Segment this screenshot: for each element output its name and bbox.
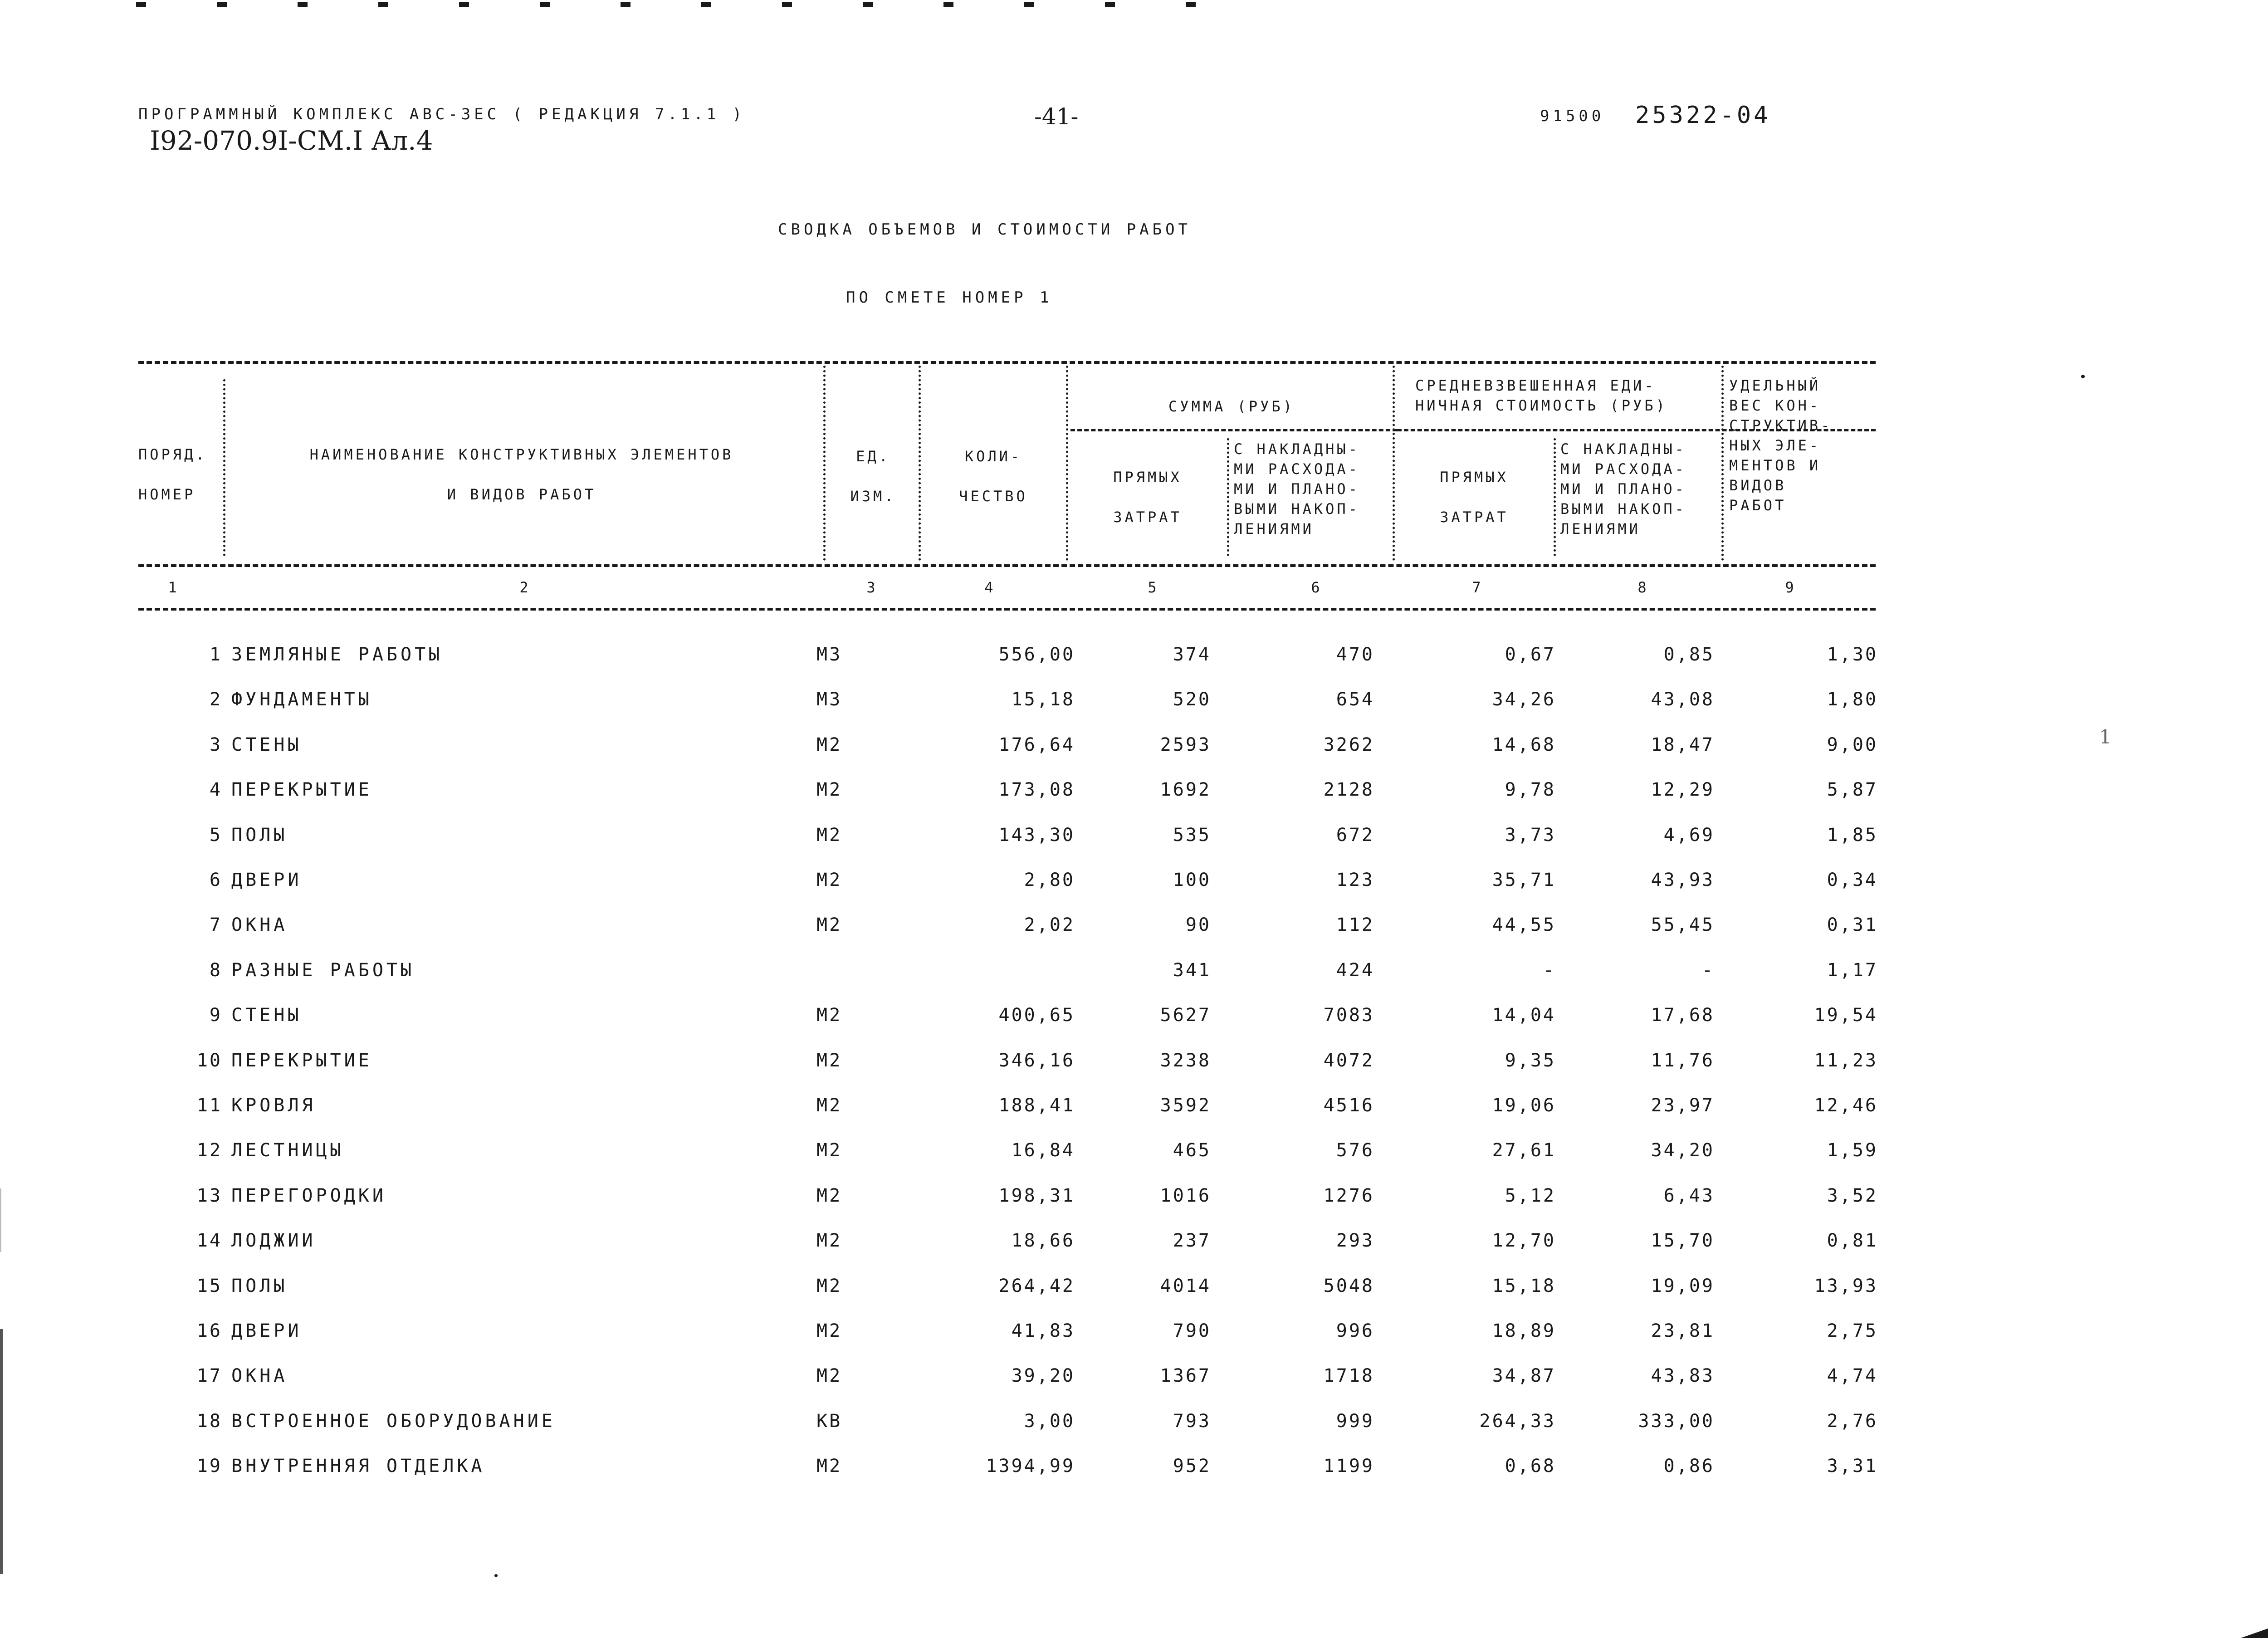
edge-dash bbox=[1186, 2, 1196, 7]
row-name: ПЕРЕГОРОДКИ bbox=[231, 1185, 386, 1206]
table-row bbox=[0, 689, 2268, 716]
row-unit: М2 bbox=[816, 1050, 842, 1071]
table-row bbox=[0, 1050, 2268, 1077]
row-unit-direct-cost: 19,06 bbox=[1492, 1095, 1556, 1116]
row-direct-cost: 4014 bbox=[1160, 1276, 1211, 1296]
row-unit: М2 bbox=[816, 1456, 842, 1477]
row-unit-direct-cost: 35,71 bbox=[1492, 870, 1556, 890]
row-number: 1 bbox=[209, 644, 222, 665]
col8-header-line2: МИ РАСХОДА- bbox=[1560, 460, 1686, 478]
row-name: СТЕНЫ bbox=[231, 734, 302, 755]
row-direct-cost: 100 bbox=[1173, 870, 1211, 890]
row-unit-direct-cost: 9,35 bbox=[1505, 1050, 1556, 1071]
col7-header-line2: ЗАТРАТ bbox=[1440, 509, 1509, 526]
edge-dash bbox=[1105, 2, 1115, 7]
row-share: 0,31 bbox=[1827, 914, 1878, 935]
row-unit: М2 bbox=[816, 825, 842, 846]
row-unit: М2 bbox=[816, 1230, 842, 1251]
row-total-cost: 4072 bbox=[1323, 1050, 1374, 1071]
row-unit: М2 bbox=[816, 1140, 842, 1161]
row-name: ЛЕСТНИЦЫ bbox=[231, 1140, 344, 1161]
column-number: 1 bbox=[168, 579, 177, 596]
col4-header-line2: ЧЕСТВО bbox=[959, 488, 1028, 505]
header-bottom-rule bbox=[138, 564, 1876, 567]
edge-dash bbox=[701, 2, 711, 7]
row-direct-cost: 793 bbox=[1173, 1411, 1211, 1432]
row-name: РАЗНЫЕ РАБОТЫ bbox=[231, 960, 415, 981]
row-share: 5,87 bbox=[1827, 779, 1878, 800]
edge-dash bbox=[540, 2, 550, 7]
row-quantity: 15,18 bbox=[1011, 689, 1075, 710]
row-total-cost: 672 bbox=[1336, 825, 1374, 846]
col9-header bbox=[1729, 376, 1832, 515]
row-share: 2,76 bbox=[1827, 1411, 1878, 1432]
scan-edge-mark bbox=[0, 1329, 3, 1574]
row-unit-direct-cost: 27,61 bbox=[1492, 1140, 1556, 1161]
table-row bbox=[0, 1230, 2268, 1257]
row-number: 16 bbox=[196, 1320, 222, 1341]
row-direct-cost: 1692 bbox=[1160, 779, 1211, 800]
row-unit-direct-cost: 12,70 bbox=[1492, 1230, 1556, 1251]
row-quantity: 2,02 bbox=[1024, 914, 1075, 935]
row-unit: М3 bbox=[816, 644, 842, 665]
row-share: 3,52 bbox=[1827, 1185, 1878, 1206]
edge-dash bbox=[1024, 2, 1034, 7]
edge-dash bbox=[459, 2, 469, 7]
row-unit-total-cost: 23,81 bbox=[1651, 1320, 1715, 1341]
scan-speck bbox=[2081, 375, 2085, 378]
row-share: 1,80 bbox=[1827, 689, 1878, 710]
row-share: 12,46 bbox=[1814, 1095, 1878, 1116]
row-share: 11,23 bbox=[1814, 1050, 1878, 1071]
column-number: 9 bbox=[1785, 579, 1794, 596]
program-header: ПРОГРАММНЫЙ КОМПЛЕКС АВС-ЗЕС ( РЕДАКЦИЯ 7.1.1 ) bbox=[138, 105, 746, 123]
handwritten-reference: I92-070.9I-СМ.I Ал.4 bbox=[150, 125, 433, 156]
scan-edge-mark bbox=[0, 1188, 1, 1252]
column-number: 4 bbox=[984, 579, 993, 596]
col6-header-line5: ЛЕНИЯМИ bbox=[1234, 520, 1314, 538]
document-title: СВОДКА ОБЪЕМОВ И СТОИМОСТИ РАБОТ bbox=[778, 220, 1192, 239]
row-quantity: 198,31 bbox=[998, 1185, 1075, 1206]
col-sep-2 bbox=[823, 366, 826, 561]
row-unit: КВ bbox=[816, 1411, 842, 1432]
row-number: 2 bbox=[209, 689, 222, 710]
row-total-cost: 654 bbox=[1336, 689, 1374, 710]
row-name: КРОВЛЯ bbox=[231, 1095, 316, 1116]
row-quantity: 18,66 bbox=[1011, 1230, 1075, 1251]
row-name: ПЕРЕКРЫТИЕ bbox=[231, 779, 372, 800]
row-unit: М2 bbox=[816, 1276, 842, 1296]
row-number: 12 bbox=[196, 1140, 222, 1161]
row-quantity: 176,64 bbox=[998, 734, 1075, 755]
edge-dash bbox=[378, 2, 388, 7]
row-unit: М2 bbox=[816, 1320, 842, 1341]
row-unit-direct-cost: - bbox=[1543, 960, 1556, 981]
row-direct-cost: 237 bbox=[1173, 1230, 1211, 1251]
row-name: СТЕНЫ bbox=[231, 1005, 302, 1026]
edge-dash bbox=[782, 2, 792, 7]
col1-header-line1: ПОРЯД. bbox=[138, 446, 207, 463]
row-unit: М2 bbox=[816, 734, 842, 755]
page-number: -41- bbox=[1034, 103, 1079, 130]
row-number: 18 bbox=[196, 1411, 222, 1432]
edge-dash bbox=[298, 2, 308, 7]
col4-header-line1: КОЛИ- bbox=[964, 448, 1022, 465]
row-unit: М2 bbox=[816, 1185, 842, 1206]
row-unit-total-cost: 6,43 bbox=[1663, 1185, 1715, 1206]
row-total-cost: 4516 bbox=[1323, 1095, 1374, 1116]
avg-group-header-line1: СРЕДНЕВЗВЕШЕННАЯ ЕДИ- bbox=[1415, 377, 1656, 394]
row-share: 1,17 bbox=[1827, 960, 1878, 981]
col2-header-line1: НАИМЕНОВАНИЕ КОНСТРУКТИВНЫХ ЭЛЕМЕНТОВ bbox=[309, 446, 734, 463]
table-row bbox=[0, 779, 2268, 807]
row-unit-total-cost: 43,93 bbox=[1651, 870, 1715, 890]
table-row bbox=[0, 914, 2268, 942]
table-row bbox=[0, 644, 2268, 671]
column-number: 6 bbox=[1311, 579, 1320, 596]
row-unit-total-cost: 19,09 bbox=[1651, 1276, 1715, 1296]
table-row bbox=[0, 1095, 2268, 1122]
col7-header bbox=[1402, 467, 1547, 527]
row-share: 2,75 bbox=[1827, 1320, 1878, 1341]
col8-header-line5: ЛЕНИЯМИ bbox=[1560, 520, 1641, 538]
row-name: ЛОДЖИИ bbox=[231, 1230, 316, 1251]
col5-header-line1: ПРЯМЫХ bbox=[1113, 469, 1182, 486]
row-direct-cost: 2593 bbox=[1160, 734, 1211, 755]
column-number: 3 bbox=[866, 579, 875, 596]
row-unit-total-cost: 18,47 bbox=[1651, 734, 1715, 755]
row-direct-cost: 465 bbox=[1173, 1140, 1211, 1161]
row-direct-cost: 1367 bbox=[1160, 1365, 1211, 1386]
row-unit: М2 bbox=[816, 870, 842, 890]
avg-group-header bbox=[1415, 376, 1667, 416]
row-number: 19 bbox=[196, 1456, 222, 1477]
row-name: ДВЕРИ bbox=[231, 1320, 302, 1341]
col3-header-line2: ИЗМ. bbox=[850, 488, 896, 505]
row-share: 19,54 bbox=[1814, 1005, 1878, 1026]
row-share: 13,93 bbox=[1814, 1276, 1878, 1296]
col3-header bbox=[832, 446, 914, 506]
table-row bbox=[0, 1320, 2268, 1348]
scan-corner-shadow bbox=[2241, 1515, 2268, 1638]
row-unit-direct-cost: 18,89 bbox=[1492, 1320, 1556, 1341]
col8-header-line4: ВЫМИ НАКОП- bbox=[1560, 500, 1686, 518]
row-total-cost: 7083 bbox=[1323, 1005, 1374, 1026]
table-row bbox=[0, 734, 2268, 762]
row-unit-total-cost: 4,69 bbox=[1663, 825, 1715, 846]
col6-header-line4: ВЫМИ НАКОП- bbox=[1234, 500, 1360, 518]
col8-header-line3: МИ И ПЛАНО- bbox=[1560, 480, 1686, 498]
row-unit-direct-cost: 3,73 bbox=[1505, 825, 1556, 846]
edge-dash bbox=[863, 2, 873, 7]
row-total-cost: 1718 bbox=[1323, 1365, 1374, 1386]
row-quantity: 1394,99 bbox=[986, 1456, 1075, 1477]
row-quantity: 188,41 bbox=[998, 1095, 1075, 1116]
row-number: 13 bbox=[196, 1185, 222, 1206]
table-row bbox=[0, 1140, 2268, 1167]
col1-header-line2: НОМЕР bbox=[138, 486, 196, 503]
sum-group-header: СУММА (РУБ) bbox=[1168, 398, 1295, 415]
col-sep-1 bbox=[223, 379, 225, 556]
table-row bbox=[0, 1185, 2268, 1213]
row-unit: М2 bbox=[816, 1095, 842, 1116]
row-direct-cost: 374 bbox=[1173, 644, 1211, 665]
row-number: 8 bbox=[209, 960, 222, 981]
row-number: 3 bbox=[209, 734, 222, 755]
row-quantity: 400,65 bbox=[998, 1005, 1075, 1026]
column-number: 2 bbox=[519, 579, 528, 596]
row-direct-cost: 341 bbox=[1173, 960, 1211, 981]
table-row bbox=[0, 1276, 2268, 1303]
row-unit: М2 bbox=[816, 1005, 842, 1026]
margin-note: 1 bbox=[2099, 726, 2112, 748]
row-share: 1,59 bbox=[1827, 1140, 1878, 1161]
col9-header-line4: НЫХ ЭЛЕ- bbox=[1729, 437, 1821, 454]
col-sep-7 bbox=[1554, 438, 1556, 556]
col7-header-line1: ПРЯМЫХ bbox=[1440, 469, 1509, 486]
row-direct-cost: 5627 bbox=[1160, 1005, 1211, 1026]
row-quantity: 39,20 bbox=[1011, 1365, 1075, 1386]
row-quantity: 556,00 bbox=[998, 644, 1075, 665]
row-unit-total-cost: 333,00 bbox=[1638, 1411, 1715, 1432]
col6-header-line3: МИ И ПЛАНО- bbox=[1234, 480, 1360, 498]
row-unit-direct-cost: 0,68 bbox=[1505, 1456, 1556, 1477]
row-share: 1,30 bbox=[1827, 644, 1878, 665]
row-name: ОКНА bbox=[231, 1365, 288, 1386]
row-total-cost: 3262 bbox=[1323, 734, 1374, 755]
row-number: 7 bbox=[209, 914, 222, 935]
row-unit-direct-cost: 9,78 bbox=[1505, 779, 1556, 800]
sum-group-rule bbox=[1070, 429, 1397, 431]
col9-header-line1: УДЕЛЬНЫЙ bbox=[1729, 377, 1821, 394]
row-unit-direct-cost: 44,55 bbox=[1492, 914, 1556, 935]
row-unit-total-cost: 0,86 bbox=[1663, 1456, 1715, 1477]
column-number: 8 bbox=[1637, 579, 1647, 596]
row-share: 1,85 bbox=[1827, 825, 1878, 846]
row-unit-direct-cost: 14,04 bbox=[1492, 1005, 1556, 1026]
row-direct-cost: 520 bbox=[1173, 689, 1211, 710]
row-total-cost: 1276 bbox=[1323, 1185, 1374, 1206]
row-number: 11 bbox=[196, 1095, 222, 1116]
row-total-cost: 470 bbox=[1336, 644, 1374, 665]
document-code-left: 91500 bbox=[1540, 107, 1605, 125]
row-quantity: 346,16 bbox=[998, 1050, 1075, 1071]
row-unit-total-cost: 34,20 bbox=[1651, 1140, 1715, 1161]
row-unit-total-cost: 12,29 bbox=[1651, 779, 1715, 800]
row-direct-cost: 1016 bbox=[1160, 1185, 1211, 1206]
row-share: 3,31 bbox=[1827, 1456, 1878, 1477]
document-code-right: 25322-04 bbox=[1635, 102, 1771, 129]
row-total-cost: 123 bbox=[1336, 870, 1374, 890]
row-name: ЗЕМЛЯНЫЕ РАБОТЫ bbox=[231, 644, 443, 665]
row-total-cost: 999 bbox=[1336, 1411, 1374, 1432]
table-top-rule bbox=[138, 361, 1876, 364]
row-number: 5 bbox=[209, 825, 222, 846]
row-unit: М2 bbox=[816, 1365, 842, 1386]
col-sep-8 bbox=[1721, 366, 1724, 561]
row-total-cost: 996 bbox=[1336, 1320, 1374, 1341]
col-sep-4 bbox=[1066, 366, 1068, 561]
document-subtitle: ПО СМЕТЕ НОМЕР 1 bbox=[846, 288, 1053, 307]
row-name: ПОЛЫ bbox=[231, 1276, 288, 1296]
row-unit-direct-cost: 5,12 bbox=[1505, 1185, 1556, 1206]
row-quantity: 41,83 bbox=[1011, 1320, 1075, 1341]
row-share: 0,34 bbox=[1827, 870, 1878, 890]
row-quantity: 3,00 bbox=[1024, 1411, 1075, 1432]
row-share: 9,00 bbox=[1827, 734, 1878, 755]
row-total-cost: 293 bbox=[1336, 1230, 1374, 1251]
row-unit-direct-cost: 34,26 bbox=[1492, 689, 1556, 710]
row-unit-total-cost: 55,45 bbox=[1651, 914, 1715, 935]
avg-group-header-line2: НИЧНАЯ СТОИМОСТЬ (РУБ) bbox=[1415, 397, 1667, 414]
table-row bbox=[0, 870, 2268, 897]
top-edge-marks bbox=[136, 0, 1188, 10]
row-number: 17 bbox=[196, 1365, 222, 1386]
col8-header bbox=[1560, 439, 1686, 539]
column-number: 7 bbox=[1472, 579, 1481, 596]
table-row bbox=[0, 825, 2268, 852]
row-quantity: 264,42 bbox=[998, 1276, 1075, 1296]
row-unit-direct-cost: 14,68 bbox=[1492, 734, 1556, 755]
col5-header bbox=[1075, 467, 1220, 527]
column-number: 5 bbox=[1148, 579, 1157, 596]
row-total-cost: 424 bbox=[1336, 960, 1374, 981]
table-row bbox=[0, 1005, 2268, 1032]
edge-dash bbox=[621, 2, 631, 7]
row-total-cost: 2128 bbox=[1323, 779, 1374, 800]
col5-header-line2: ЗАТРАТ bbox=[1113, 509, 1182, 526]
row-unit-total-cost: 15,70 bbox=[1651, 1230, 1715, 1251]
table-row bbox=[0, 1365, 2268, 1393]
row-unit: М3 bbox=[816, 689, 842, 710]
scan-speck bbox=[494, 1574, 498, 1577]
col2-header bbox=[236, 445, 807, 504]
row-direct-cost: 90 bbox=[1185, 914, 1211, 935]
row-share: 0,81 bbox=[1827, 1230, 1878, 1251]
row-name: ДВЕРИ bbox=[231, 870, 302, 890]
col4-header bbox=[928, 446, 1059, 506]
row-unit-total-cost: 43,08 bbox=[1651, 689, 1715, 710]
row-quantity: 2,80 bbox=[1024, 870, 1075, 890]
row-direct-cost: 952 bbox=[1173, 1456, 1211, 1477]
row-number: 15 bbox=[196, 1276, 222, 1296]
col9-header-line5: МЕНТОВ И bbox=[1729, 457, 1821, 474]
col1-header bbox=[138, 445, 207, 504]
row-quantity: 173,08 bbox=[998, 779, 1075, 800]
row-unit-total-cost: 43,83 bbox=[1651, 1365, 1715, 1386]
row-number: 9 bbox=[209, 1005, 222, 1026]
table-row bbox=[0, 960, 2268, 987]
col6-header-line1: С НАКЛАДНЫ- bbox=[1234, 440, 1360, 458]
row-quantity: 143,30 bbox=[998, 825, 1075, 846]
row-unit-direct-cost: 34,87 bbox=[1492, 1365, 1556, 1386]
row-unit-direct-cost: 264,33 bbox=[1479, 1411, 1556, 1432]
col-sep-5 bbox=[1227, 438, 1229, 556]
row-direct-cost: 535 bbox=[1173, 825, 1211, 846]
row-number: 10 bbox=[196, 1050, 222, 1071]
col9-header-line3: СТРУКТИВ- bbox=[1729, 417, 1833, 434]
edge-dash bbox=[136, 2, 146, 7]
col3-header-line1: ЕД. bbox=[856, 448, 890, 465]
col8-header-line1: С НАКЛАДНЫ- bbox=[1560, 440, 1686, 458]
row-direct-cost: 3592 bbox=[1160, 1095, 1211, 1116]
col9-header-line2: ВЕС КОН- bbox=[1729, 397, 1821, 414]
row-direct-cost: 790 bbox=[1173, 1320, 1211, 1341]
row-unit-total-cost: - bbox=[1701, 960, 1715, 981]
col2-header-line2: И ВИДОВ РАБОТ bbox=[447, 486, 596, 503]
col6-header-line2: МИ РАСХОДА- bbox=[1234, 460, 1360, 478]
row-unit-direct-cost: 15,18 bbox=[1492, 1276, 1556, 1296]
row-unit: М2 bbox=[816, 914, 842, 935]
edge-dash bbox=[217, 2, 227, 7]
row-unit-total-cost: 17,68 bbox=[1651, 1005, 1715, 1026]
row-direct-cost: 3238 bbox=[1160, 1050, 1211, 1071]
row-total-cost: 576 bbox=[1336, 1140, 1374, 1161]
row-total-cost: 1199 bbox=[1323, 1456, 1374, 1477]
table-row bbox=[0, 1456, 2268, 1483]
row-share: 4,74 bbox=[1827, 1365, 1878, 1386]
row-unit: М2 bbox=[816, 779, 842, 800]
row-name: ФУНДАМЕНТЫ bbox=[231, 689, 372, 710]
row-number: 14 bbox=[196, 1230, 222, 1251]
row-unit-total-cost: 0,85 bbox=[1663, 644, 1715, 665]
row-name: ПОЛЫ bbox=[231, 825, 288, 846]
row-number: 6 bbox=[209, 870, 222, 890]
row-name: ОКНА bbox=[231, 914, 288, 935]
row-unit-total-cost: 11,76 bbox=[1651, 1050, 1715, 1071]
edge-dash bbox=[943, 2, 953, 7]
row-total-cost: 5048 bbox=[1323, 1276, 1374, 1296]
row-quantity: 16,84 bbox=[1011, 1140, 1075, 1161]
row-name: ВСТРОЕННОЕ ОБОРУДОВАНИЕ bbox=[231, 1411, 556, 1432]
row-unit-total-cost: 23,97 bbox=[1651, 1095, 1715, 1116]
col9-header-line7: РАБОТ bbox=[1729, 497, 1787, 514]
row-number: 4 bbox=[209, 779, 222, 800]
row-total-cost: 112 bbox=[1336, 914, 1374, 935]
row-unit-direct-cost: 0,67 bbox=[1505, 644, 1556, 665]
col-sep-6 bbox=[1393, 366, 1395, 561]
row-name: ВНУТРЕННЯЯ ОТДЕЛКА bbox=[231, 1456, 485, 1477]
table-row bbox=[0, 1411, 2268, 1438]
row-name: ПЕРЕКРЫТИЕ bbox=[231, 1050, 372, 1071]
col9-header-line6: ВИДОВ bbox=[1729, 477, 1787, 494]
col6-header bbox=[1234, 439, 1360, 539]
col-sep-3 bbox=[919, 366, 921, 561]
colnum-bottom-rule bbox=[138, 608, 1876, 611]
